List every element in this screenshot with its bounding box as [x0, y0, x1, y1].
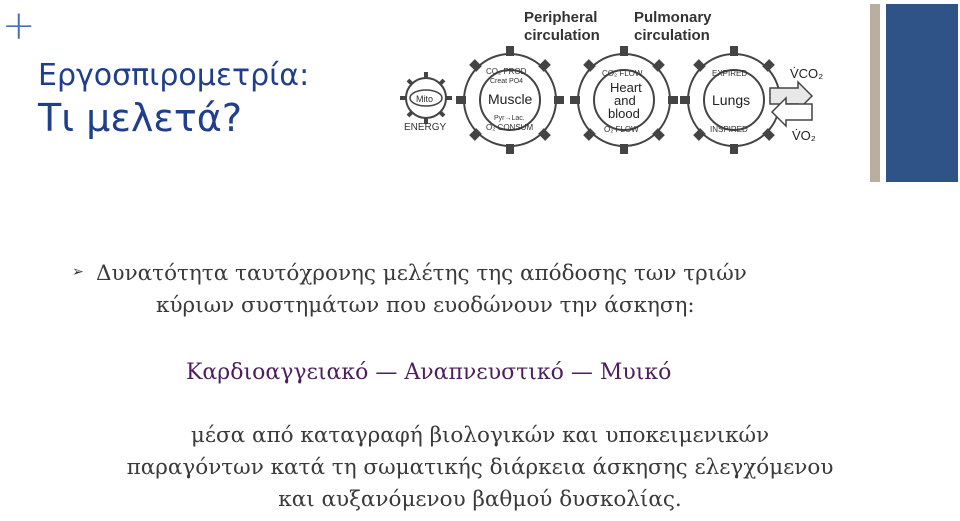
vo2-label: V̇O₂	[792, 128, 816, 143]
closing-line-1: μέσα από καταγραφή βιολογικών και υποκειμενικών	[190, 423, 770, 448]
energy-label: ENERGY	[404, 122, 447, 133]
systems-line: Καρδιοαγγειακό — Αναπνευστικό — Μυικό	[186, 360, 672, 385]
closing-line-3: και αυξανόμενου βαθμού δυσκολίας.	[278, 487, 682, 512]
plus-icon: +	[2, 3, 36, 49]
gears-diagram	[398, 0, 830, 172]
bullet-line-2: κύριων συστημάτων που ευοδώνουν την άσκηση:	[156, 293, 695, 318]
muscle-label: Muscle	[488, 91, 533, 107]
decorative-accent-bar	[886, 4, 958, 182]
label-pulmonary-1: Pulmonary	[634, 9, 712, 26]
bullet-line-1: Δυνατότητα ταυτόχρονης μελέτης της απόδοσης των τριών	[96, 261, 747, 286]
o2-consum-label: O₂ CONSUM	[486, 123, 534, 132]
decorative-thin-bar	[870, 4, 880, 182]
title-line-1: Εργοσπιρομετρία:	[38, 58, 310, 93]
vco2-label: V̇CO₂	[790, 66, 824, 81]
closing-paragraph	[0, 420, 960, 516]
heart-label-2: and	[614, 93, 636, 108]
creat-po4-label: Creat PO4	[490, 78, 524, 85]
mito-label: Mito	[416, 94, 434, 104]
label-peripheral-2: circulation	[524, 27, 600, 44]
bullet-text	[96, 258, 856, 322]
heart-label-1: Heart	[610, 80, 642, 95]
heart-label-3: blood	[608, 106, 640, 121]
title-line-2: Τι μελετά?	[38, 96, 242, 140]
closing-line-2: παραγόντων κατά τη σωματικής διάρκεια άσκησης ελεγχόμενου	[126, 455, 834, 480]
lungs-label: Lungs	[712, 92, 751, 108]
co2-prod-label: CO₂ PROD	[486, 67, 527, 76]
inspired-label: INSPIRED	[710, 125, 748, 134]
bullet-arrow-icon: ➢	[72, 264, 84, 280]
label-pulmonary-2: circulation	[634, 27, 710, 44]
co2-flow-label: CO₂ FLOW	[602, 69, 643, 78]
label-peripheral-1: Peripheral	[524, 9, 598, 26]
slide-title	[38, 58, 309, 142]
o2-flow-label: O₂ FLOW	[604, 125, 639, 134]
expired-label: EXPIRED	[712, 69, 748, 78]
pyr-lac-label: Pyr→Lac.	[494, 115, 525, 122]
